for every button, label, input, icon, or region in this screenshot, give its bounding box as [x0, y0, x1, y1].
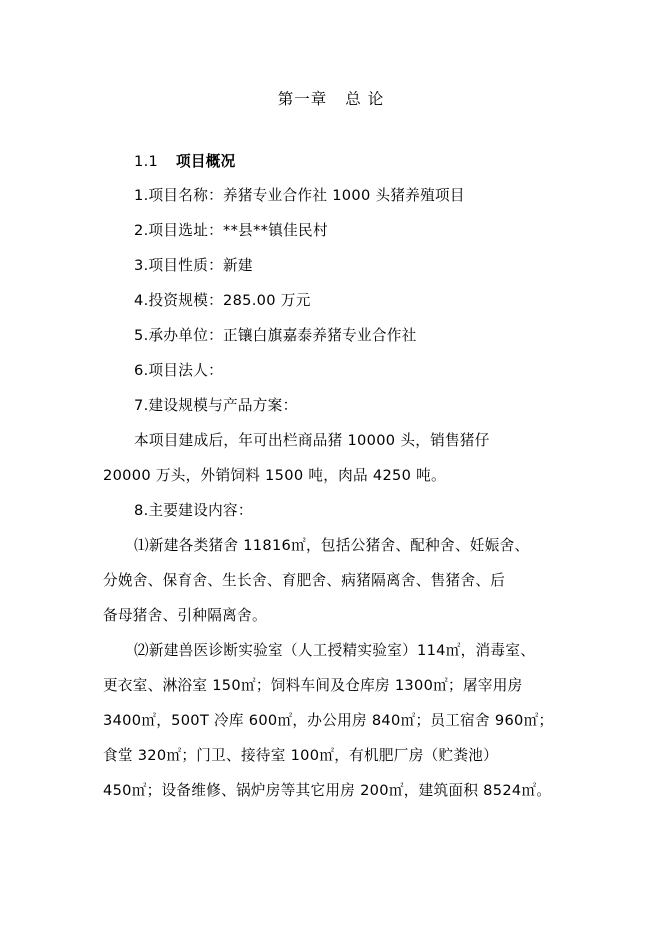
- item-investment-scale: 4.投资规模：285.00 万元: [134, 292, 311, 309]
- section-number: 1.1: [134, 153, 159, 170]
- content-2-line-1: ⑵新建兽医诊断实验室（人工授精实验室）114㎡，消毒室、: [134, 642, 536, 659]
- scale-paragraph-line-1: 本项目建成后，年可出栏商品猪 10000 头，销售猪仔: [134, 432, 490, 449]
- content-2-line-3: 3400㎡，500T 冷库 600㎡，办公用房 840㎡；员工宿舍 960㎡；: [103, 712, 554, 729]
- content-1-line-1: ⑴新建各类猪舍 11816㎡，包括公猪舍、配种舍、妊娠舍、: [134, 537, 530, 554]
- content-2-line-5: 450㎡；设备维修、锅炉房等其它用房 200㎡，建筑面积 8524㎡。: [103, 782, 552, 799]
- chapter-title: [0, 88, 662, 110]
- section-heading: [134, 152, 236, 172]
- item-project-nature: 3.项目性质：新建: [134, 257, 253, 274]
- scale-paragraph-line-2: 20000 万头，外销饲料 1500 吨，肉品 4250 吨。: [103, 467, 446, 484]
- item-project-name: 1.项目名称：养猪专业合作社 1000 头猪养殖项目: [134, 187, 465, 204]
- chapter-name: 总 论: [345, 90, 385, 108]
- item-scale-and-products: 7.建设规模与产品方案：: [134, 397, 298, 414]
- content-2-line-4: 食堂 320㎡；门卫、接待室 100㎡，有机肥厂房（贮粪池）: [103, 747, 499, 764]
- content-1-line-2: 分娩舍、保育舍、生长舍、育肥舍、病猪隔离舍、售猪舍、后: [103, 572, 506, 589]
- item-project-site: 2.项目选址：**县**镇佳民村: [134, 222, 328, 239]
- item-legal-person: 6.项目法人：: [134, 362, 223, 379]
- section-title: 项目概况: [176, 153, 236, 170]
- item-undertaking-unit: 5.承办单位：正镶白旗嘉泰养猪专业合作社: [134, 327, 417, 344]
- item-main-construction: 8.主要建设内容：: [134, 502, 253, 519]
- content-2-line-2: 更衣室、淋浴室 150㎡；饲料车间及仓库房 1300㎡；屠宰用房: [103, 677, 523, 694]
- chapter-number: 第一章: [277, 90, 328, 108]
- content-1-line-3: 备母猪舍、引种隔离舍。: [103, 607, 267, 624]
